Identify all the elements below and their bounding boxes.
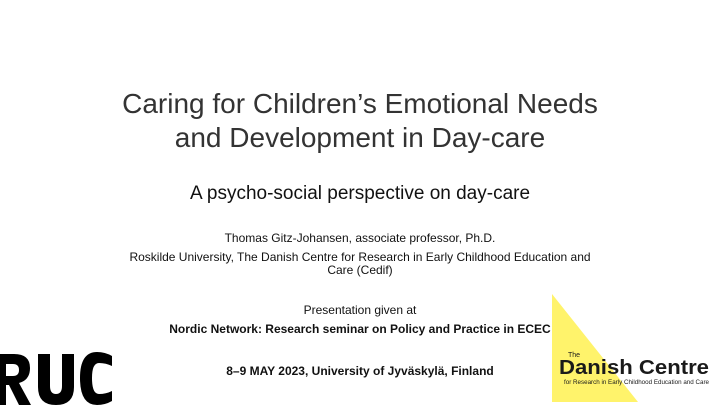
date-location: 8–9 MAY 2023, University of Jyväskylä, Finland xyxy=(226,364,494,378)
author-line: Thomas Gitz-Johansen, associate professor, Ph.D. xyxy=(224,231,496,245)
danish-centre-logo-icon xyxy=(552,294,712,405)
logo-name: Danish Centre xyxy=(559,357,709,379)
presentation-label: Presentation given at xyxy=(303,303,417,317)
danish-centre-logo xyxy=(552,294,712,410)
ruc-logo xyxy=(0,352,112,410)
event-name: Nordic Network: Research seminar on Policy and Practice in ECEC xyxy=(169,322,551,336)
title-line-1: Caring for Children’s Emotional Needs xyxy=(122,88,598,119)
logo-the: The xyxy=(568,352,581,359)
ruc-logo-icon xyxy=(0,352,112,405)
affiliation-line-2: Care (Cedif) xyxy=(327,263,393,277)
slide-subtitle: A psycho-social perspective on day-care xyxy=(189,183,531,204)
slide-title xyxy=(60,87,660,155)
affiliation-line-1: Roskilde University, The Danish Centre for Research in Early Childhood Education and xyxy=(129,250,591,264)
logo-tagline: for Research in Early Childhood Education and Care xyxy=(564,380,710,386)
title-line-2: and Development in Day-care xyxy=(174,122,546,153)
